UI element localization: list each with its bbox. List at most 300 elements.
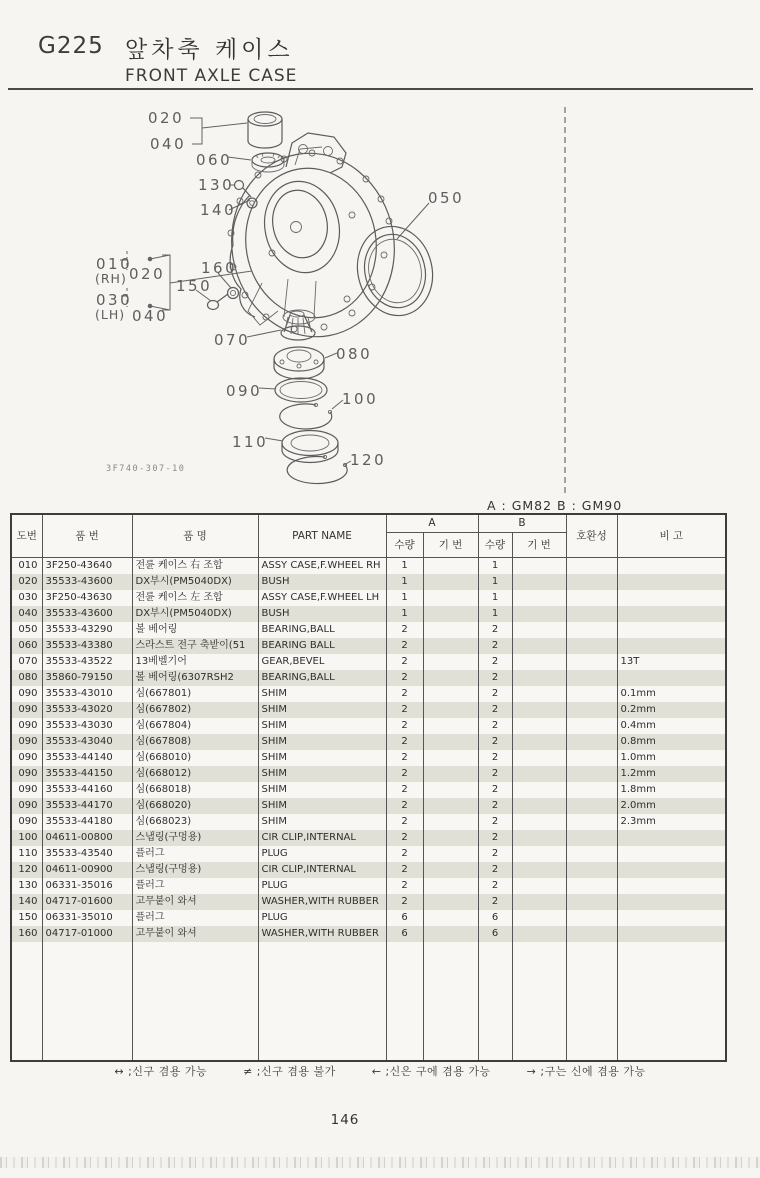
cell-part_name: GEAR,BEVEL — [258, 654, 386, 670]
col-header-name-ko: 품 명 — [132, 514, 258, 558]
cell-compat — [566, 910, 617, 926]
cell-a_qty: 2 — [386, 750, 423, 766]
cell-name_ko: 스냅링(구멍용) — [132, 830, 258, 846]
cell-b_qty: 1 — [478, 574, 512, 590]
table-row — [11, 814, 726, 830]
cell-part_name: SHIM — [258, 734, 386, 750]
cell-a_ser — [423, 686, 478, 702]
cell-part_name: SHIM — [258, 750, 386, 766]
cell-name_ko: 심(668020) — [132, 798, 258, 814]
callout-040-left: 040 — [132, 307, 169, 325]
parts-table-body — [11, 558, 726, 1061]
callout-010: 010 — [96, 255, 133, 273]
empty-cell — [258, 942, 386, 1061]
empty-cell — [42, 942, 132, 1061]
cell-b_ser — [512, 734, 566, 750]
cell-part_no: 04611-00800 — [42, 830, 132, 846]
seal-ring-part — [348, 218, 442, 323]
cell-compat — [566, 622, 617, 638]
cell-b_ser — [512, 638, 566, 654]
table-row — [11, 638, 726, 654]
cell-fig: 090 — [11, 814, 42, 830]
cell-a_ser — [423, 910, 478, 926]
exploded-parts-diagram — [0, 103, 760, 495]
cell-name_ko: 고무붙이 와셔 — [132, 926, 258, 942]
cell-b_qty: 2 — [478, 638, 512, 654]
cell-compat — [566, 846, 617, 862]
table-row — [11, 590, 726, 606]
cell-name_ko: 심(667804) — [132, 718, 258, 734]
cell-fig: 040 — [11, 606, 42, 622]
cell-a_ser — [423, 894, 478, 910]
cell-b_qty: 2 — [478, 846, 512, 862]
cell-b_ser — [512, 846, 566, 862]
empty-cell — [11, 942, 42, 1061]
cell-a_ser — [423, 926, 478, 942]
table-empty-space — [11, 942, 726, 1061]
cell-name_ko: 플러그 — [132, 878, 258, 894]
cell-b_qty: 2 — [478, 670, 512, 686]
cell-b_qty: 2 — [478, 894, 512, 910]
cell-remark — [617, 926, 726, 942]
table-row — [11, 686, 726, 702]
cell-part_name: ASSY CASE,F.WHEEL RH — [258, 558, 386, 574]
cell-part_name: SHIM — [258, 798, 386, 814]
snap-ring-part-120 — [287, 455, 347, 483]
cell-part_no: 35533-43522 — [42, 654, 132, 670]
cell-compat — [566, 798, 617, 814]
cell-compat — [566, 574, 617, 590]
cell-part_no: 35533-43010 — [42, 686, 132, 702]
cell-a_ser — [423, 670, 478, 686]
cell-b_ser — [512, 558, 566, 574]
cell-a_qty: 2 — [386, 782, 423, 798]
cell-b_qty: 6 — [478, 910, 512, 926]
cell-fig: 140 — [11, 894, 42, 910]
cell-part_name: SHIM — [258, 782, 386, 798]
legend-item: → ;구는 신에 겸용 가능 — [526, 1065, 646, 1078]
cell-name_ko: 전륜 케이스 右 조합 — [132, 558, 258, 574]
cell-b_ser — [512, 670, 566, 686]
cell-name_ko: 볼 베어링 — [132, 622, 258, 638]
cell-part_no: 3F250-43630 — [42, 590, 132, 606]
parts-table — [10, 513, 727, 1062]
cell-a_qty: 2 — [386, 894, 423, 910]
cell-fig: 070 — [11, 654, 42, 670]
col-header-remark: 비 고 — [617, 514, 726, 558]
cell-remark — [617, 622, 726, 638]
cell-fig: 160 — [11, 926, 42, 942]
empty-cell — [132, 942, 258, 1061]
cell-a_qty: 1 — [386, 558, 423, 574]
cell-name_ko: 볼 베어링(6307RSH2 — [132, 670, 258, 686]
cell-part_name: SHIM — [258, 718, 386, 734]
cell-name_ko: 플러그 — [132, 910, 258, 926]
cell-compat — [566, 766, 617, 782]
cell-b_qty: 2 — [478, 878, 512, 894]
scan-edge-artifact — [0, 1157, 760, 1168]
cell-a_qty: 2 — [386, 718, 423, 734]
cell-part_no: 35860-79150 — [42, 670, 132, 686]
cell-remark: 2.3mm — [617, 814, 726, 830]
cell-compat — [566, 734, 617, 750]
cell-part_name: SHIM — [258, 766, 386, 782]
callout-050: 050 — [428, 189, 465, 207]
cell-name_ko: DX부시(PM5040DX) — [132, 574, 258, 590]
cell-b_qty: 2 — [478, 686, 512, 702]
cell-b_qty: 1 — [478, 606, 512, 622]
cell-b_ser — [512, 622, 566, 638]
cell-part_no: 35533-43290 — [42, 622, 132, 638]
callout-160: 160 — [201, 259, 238, 277]
col-header-a-qty: 수량 — [386, 533, 423, 558]
cell-part_name: BEARING BALL — [258, 638, 386, 654]
cell-b_ser — [512, 814, 566, 830]
table-row — [11, 766, 726, 782]
cell-part_name: WASHER,WITH RUBBER — [258, 926, 386, 942]
cell-fig: 050 — [11, 622, 42, 638]
cell-b_qty: 2 — [478, 622, 512, 638]
cell-a_ser — [423, 622, 478, 638]
cell-b_qty: 1 — [478, 590, 512, 606]
col-header-group-b: B — [478, 514, 566, 533]
cell-a_ser — [423, 846, 478, 862]
callout-rh: (RH) — [95, 271, 127, 286]
cell-remark — [617, 638, 726, 654]
cell-part_name: BUSH — [258, 574, 386, 590]
cell-fig: 090 — [11, 718, 42, 734]
cell-a_qty: 2 — [386, 686, 423, 702]
table-row — [11, 574, 726, 590]
cell-fig: 090 — [11, 798, 42, 814]
cell-compat — [566, 814, 617, 830]
table-row — [11, 878, 726, 894]
cell-name_ko: 심(668023) — [132, 814, 258, 830]
cell-remark: 2.0mm — [617, 798, 726, 814]
cell-part_name: ASSY CASE,F.WHEEL LH — [258, 590, 386, 606]
table-row — [11, 926, 726, 942]
cell-a_ser — [423, 558, 478, 574]
cell-b_ser — [512, 750, 566, 766]
cell-a_ser — [423, 878, 478, 894]
cell-a_qty: 2 — [386, 878, 423, 894]
cell-part_name: PLUG — [258, 910, 386, 926]
col-header-part-name: PART NAME — [258, 514, 386, 558]
cell-a_ser — [423, 798, 478, 814]
cell-remark — [617, 910, 726, 926]
bush-part — [248, 112, 282, 148]
cell-a_ser — [423, 702, 478, 718]
cell-name_ko: 스라스트 전구 축받이(51 — [132, 638, 258, 654]
cell-a_qty: 2 — [386, 670, 423, 686]
cell-name_ko: 심(668010) — [132, 750, 258, 766]
cell-b_ser — [512, 798, 566, 814]
cell-remark: 0.1mm — [617, 686, 726, 702]
figure-code: 3F740-307-10 — [106, 464, 186, 474]
cell-remark — [617, 574, 726, 590]
callout-130: 130 — [198, 176, 235, 194]
cell-a_qty: 6 — [386, 910, 423, 926]
cell-fig: 120 — [11, 862, 42, 878]
table-row — [11, 622, 726, 638]
cell-remark — [617, 590, 726, 606]
cell-part_no: 3F250-43640 — [42, 558, 132, 574]
cell-part_no: 04717-01600 — [42, 894, 132, 910]
cell-remark — [617, 862, 726, 878]
cell-name_ko: 심(667802) — [132, 702, 258, 718]
shim-part — [275, 378, 327, 402]
cell-remark: 0.8mm — [617, 734, 726, 750]
col-header-compat: 호환성 — [566, 514, 617, 558]
cell-name_ko: DX부시(PM5040DX) — [132, 606, 258, 622]
cell-part_no: 35533-43380 — [42, 638, 132, 654]
col-header-a-serial: 기 번 — [423, 533, 478, 558]
empty-cell — [617, 942, 726, 1061]
cell-a_qty: 1 — [386, 606, 423, 622]
cell-b_ser — [512, 686, 566, 702]
cell-a_ser — [423, 830, 478, 846]
ball-bearing-part — [274, 347, 324, 379]
empty-cell — [478, 942, 512, 1061]
col-header-part-no: 품 번 — [42, 514, 132, 558]
cell-a_ser — [423, 766, 478, 782]
col-header-b-qty: 수량 — [478, 533, 512, 558]
cell-a_qty: 2 — [386, 814, 423, 830]
cell-a_qty: 2 — [386, 798, 423, 814]
cell-a_ser — [423, 862, 478, 878]
empty-cell — [423, 942, 478, 1061]
cell-remark: 1.8mm — [617, 782, 726, 798]
cell-a_qty: 2 — [386, 862, 423, 878]
model-variant-note: A : GM82 B : GM90 — [487, 498, 623, 513]
cell-a_qty: 2 — [386, 830, 423, 846]
cell-part_no: 06331-35016 — [42, 878, 132, 894]
cell-a_qty: 2 — [386, 766, 423, 782]
axle-case-housing — [217, 133, 408, 350]
cell-compat — [566, 702, 617, 718]
cell-fig: 080 — [11, 670, 42, 686]
cell-part_no: 35533-43600 — [42, 606, 132, 622]
callout-040-top: 040 — [150, 135, 187, 153]
cell-b_qty: 2 — [478, 814, 512, 830]
cell-name_ko: 심(668018) — [132, 782, 258, 798]
cell-fig: 150 — [11, 910, 42, 926]
cell-b_qty: 2 — [478, 654, 512, 670]
table-row — [11, 734, 726, 750]
cell-b_ser — [512, 702, 566, 718]
cell-part_name: CIR CLIP,INTERNAL — [258, 862, 386, 878]
cell-part_name: WASHER,WITH RUBBER — [258, 894, 386, 910]
callout-020-left: 020 — [129, 265, 166, 283]
callout-020-top: 020 — [148, 109, 185, 127]
cell-a_ser — [423, 590, 478, 606]
cell-remark: 13T — [617, 654, 726, 670]
legend-item: ← ;신은 구에 겸용 가능 — [371, 1065, 491, 1078]
cell-b_qty: 2 — [478, 782, 512, 798]
cell-fig: 020 — [11, 574, 42, 590]
cell-b_qty: 2 — [478, 750, 512, 766]
empty-cell — [566, 942, 617, 1061]
cell-compat — [566, 894, 617, 910]
cell-name_ko: 심(667808) — [132, 734, 258, 750]
table-row — [11, 798, 726, 814]
cell-remark — [617, 878, 726, 894]
cell-a_ser — [423, 606, 478, 622]
callout-060: 060 — [196, 151, 233, 169]
cell-part_name: SHIM — [258, 702, 386, 718]
cell-a_qty: 1 — [386, 590, 423, 606]
cell-part_name: BEARING,BALL — [258, 622, 386, 638]
bolt-part-150 — [208, 294, 229, 310]
section-code: G225 — [38, 33, 104, 59]
cell-b_ser — [512, 654, 566, 670]
cell-fig: 010 — [11, 558, 42, 574]
nut-part-160 — [228, 288, 239, 299]
cell-remark — [617, 894, 726, 910]
cell-b_qty: 1 — [478, 558, 512, 574]
cell-b_qty: 2 — [478, 830, 512, 846]
cell-compat — [566, 606, 617, 622]
cell-b_qty: 2 — [478, 798, 512, 814]
cell-b_ser — [512, 766, 566, 782]
cell-compat — [566, 926, 617, 942]
cell-a_ser — [423, 782, 478, 798]
cell-b_qty: 2 — [478, 862, 512, 878]
cell-a_ser — [423, 654, 478, 670]
table-row — [11, 558, 726, 574]
cell-a_qty: 2 — [386, 702, 423, 718]
plug-part — [282, 431, 338, 463]
legend-item: ↔ ;신구 겸용 가능 — [114, 1065, 208, 1078]
cell-a_ser — [423, 718, 478, 734]
cell-a_qty: 2 — [386, 638, 423, 654]
cell-a_ser — [423, 574, 478, 590]
thrust-bearing-part — [252, 153, 284, 172]
cell-b_ser — [512, 590, 566, 606]
flange-bolt-holes — [228, 150, 392, 332]
cell-b_ser — [512, 910, 566, 926]
table-row — [11, 750, 726, 766]
cell-a_qty: 2 — [386, 622, 423, 638]
cell-b_ser — [512, 862, 566, 878]
cell-a_ser — [423, 750, 478, 766]
col-header-fig: 도번 — [11, 514, 42, 558]
snap-ring-part-100 — [280, 403, 332, 429]
cell-part_no: 35533-44140 — [42, 750, 132, 766]
table-row — [11, 654, 726, 670]
cell-b_qty: 2 — [478, 718, 512, 734]
cell-part_no: 35533-43020 — [42, 702, 132, 718]
callout-120: 120 — [350, 451, 387, 469]
table-row — [11, 702, 726, 718]
cell-fig: 090 — [11, 782, 42, 798]
callout-150: 150 — [176, 277, 213, 295]
cell-remark — [617, 830, 726, 846]
callout-070: 070 — [214, 331, 251, 349]
parts-table-header — [11, 514, 726, 558]
cell-b_ser — [512, 718, 566, 734]
leader-lines — [120, 118, 429, 465]
cell-a_ser — [423, 734, 478, 750]
cell-part_no: 35533-43540 — [42, 846, 132, 862]
cell-name_ko: 고무붙이 와셔 — [132, 894, 258, 910]
cell-part_name: CIR CLIP,INTERNAL — [258, 830, 386, 846]
cell-part_name: PLUG — [258, 846, 386, 862]
cell-part_name: SHIM — [258, 814, 386, 830]
parts-table-container — [10, 513, 727, 1062]
table-row — [11, 830, 726, 846]
cell-part_no: 35533-44170 — [42, 798, 132, 814]
cell-part_no: 35533-43030 — [42, 718, 132, 734]
cell-a_qty: 1 — [386, 574, 423, 590]
cell-compat — [566, 830, 617, 846]
cell-name_ko: 심(667801) — [132, 686, 258, 702]
cell-compat — [566, 558, 617, 574]
page-number: 146 — [330, 1112, 360, 1128]
table-row — [11, 606, 726, 622]
cell-fig: 090 — [11, 734, 42, 750]
cell-name_ko: 플러그 — [132, 846, 258, 862]
cell-remark: 1.2mm — [617, 766, 726, 782]
cell-part_no: 35533-44150 — [42, 766, 132, 782]
cell-remark — [617, 670, 726, 686]
col-header-group-a: A — [386, 514, 478, 533]
cell-fig: 130 — [11, 878, 42, 894]
cell-name_ko: 스냅링(구멍용) — [132, 862, 258, 878]
cell-compat — [566, 654, 617, 670]
cell-part_no: 04717-01000 — [42, 926, 132, 942]
cell-b_ser — [512, 830, 566, 846]
cell-b_ser — [512, 574, 566, 590]
callout-100: 100 — [342, 390, 379, 408]
callout-lh: (LH) — [95, 307, 126, 322]
table-row — [11, 670, 726, 686]
cell-a_ser — [423, 814, 478, 830]
cell-a_qty: 2 — [386, 734, 423, 750]
cell-part_no: 35533-44160 — [42, 782, 132, 798]
cell-remark: 0.2mm — [617, 702, 726, 718]
cell-compat — [566, 718, 617, 734]
callout-090: 090 — [226, 382, 263, 400]
cell-a_ser — [423, 638, 478, 654]
cell-fig: 090 — [11, 702, 42, 718]
cell-fig: 090 — [11, 686, 42, 702]
table-row — [11, 782, 726, 798]
cell-part_name: PLUG — [258, 878, 386, 894]
cell-part_no: 35533-44180 — [42, 814, 132, 830]
col-header-b-serial: 기 번 — [512, 533, 566, 558]
cell-name_ko: 심(668012) — [132, 766, 258, 782]
cell-fig: 030 — [11, 590, 42, 606]
cell-part_no: 35533-43040 — [42, 734, 132, 750]
cell-fig: 100 — [11, 830, 42, 846]
cell-part_name: BUSH — [258, 606, 386, 622]
cell-compat — [566, 878, 617, 894]
cell-b_ser — [512, 606, 566, 622]
table-row — [11, 846, 726, 862]
table-row — [11, 910, 726, 926]
header-divider — [8, 88, 753, 90]
cell-part_no: 06331-35010 — [42, 910, 132, 926]
cell-b_qty: 2 — [478, 734, 512, 750]
cell-compat — [566, 638, 617, 654]
table-row — [11, 894, 726, 910]
page-title-english: FRONT AXLE CASE — [125, 66, 298, 86]
cell-remark — [617, 846, 726, 862]
cell-part_no: 04611-00900 — [42, 862, 132, 878]
callout-110: 110 — [232, 433, 269, 451]
cell-remark: 1.0mm — [617, 750, 726, 766]
